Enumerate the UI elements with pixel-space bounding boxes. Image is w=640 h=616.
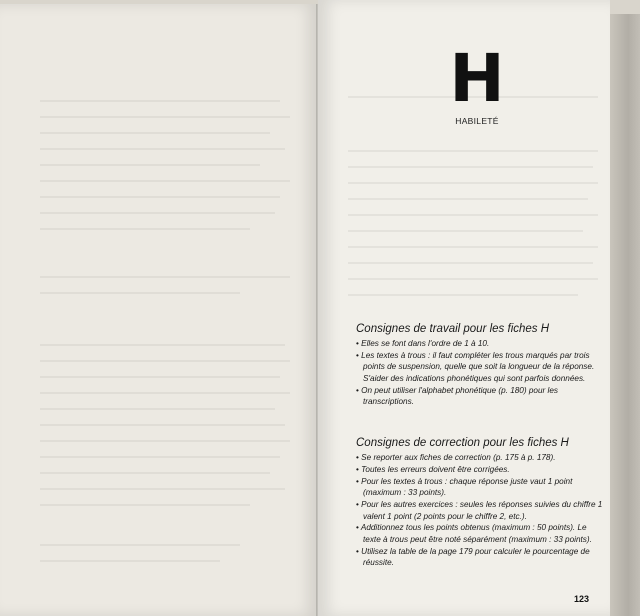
list-item-text: Toutes les erreurs doivent être corrigées. — [361, 464, 510, 474]
show-through-text — [40, 344, 285, 346]
show-through-text — [348, 166, 593, 168]
list-item — [356, 350, 606, 384]
list-item — [356, 476, 606, 499]
show-through-text — [40, 560, 220, 562]
show-through-text — [40, 544, 240, 546]
list-item — [356, 464, 606, 475]
section-name: HABILETÉ — [455, 116, 499, 126]
bullet-icon: • — [356, 385, 359, 395]
show-through-text — [348, 246, 598, 248]
show-through-text — [348, 214, 598, 216]
show-through-text — [348, 198, 588, 200]
list-item — [356, 452, 606, 463]
show-through-text — [40, 360, 290, 362]
show-through-text — [40, 148, 285, 150]
show-through-text — [40, 212, 275, 214]
work-instructions-list — [356, 338, 606, 407]
correction-instructions-title: Consignes de correction pour les fiches H — [356, 437, 569, 449]
show-through-text — [348, 230, 583, 232]
show-through-text — [40, 228, 250, 230]
show-through-text — [40, 456, 280, 458]
show-through-text — [40, 488, 285, 490]
show-through-text — [40, 392, 290, 394]
section-letter: H — [449, 40, 505, 117]
show-through-text — [348, 262, 593, 264]
show-through-text — [40, 504, 250, 506]
show-through-text — [40, 376, 280, 378]
show-through-text — [348, 278, 598, 280]
show-through-text — [40, 276, 290, 278]
show-through-text — [40, 100, 280, 102]
list-item-text: Pour les textes à trous : chaque réponse juste vaut 1 point (maximum : 33 points). — [361, 476, 573, 498]
page-number: 123 — [574, 594, 590, 604]
work-instructions-section — [356, 323, 606, 408]
bullet-icon: • — [356, 546, 359, 556]
list-item-text: Se reporter aux fiches de correction (p. 175 à p. 178). — [361, 453, 556, 462]
list-item — [356, 546, 606, 569]
list-item-text: Elles se font dans l'ordre de 1 à 10. — [361, 339, 490, 348]
list-item — [356, 499, 606, 522]
bullet-icon: • — [356, 453, 359, 462]
list-item-text: Utilisez la table de la page 179 pour calculer le pourcentage de réussite. — [361, 546, 590, 568]
show-through-text — [40, 440, 290, 442]
work-instructions-title: Consignes de travail pour les fiches H — [356, 323, 550, 335]
correction-instructions-section — [356, 437, 606, 569]
bullet-icon: • — [356, 339, 359, 348]
list-item-text: On peut utiliser l'alphabet phonétique (p. 180) pour les transcriptions. — [361, 385, 558, 407]
show-through-text — [40, 164, 260, 166]
show-through-text — [40, 196, 280, 198]
show-through-text — [348, 294, 578, 296]
page-stack-edge — [610, 14, 640, 616]
show-through-text — [40, 472, 270, 474]
bullet-icon: • — [356, 464, 359, 474]
bullet-icon: • — [356, 476, 359, 486]
show-through-text — [40, 424, 285, 426]
show-through-text — [40, 132, 270, 134]
show-through-text — [40, 408, 275, 410]
list-item-text: Pour les autres exercices : seules les réponses suivies du chiffre 1 valent 1 point (2 points pour le chiffre 2, etc.). — [361, 500, 603, 521]
list-item — [356, 522, 606, 545]
bullet-icon: • — [356, 523, 359, 533]
list-item-text: Additionnez tous les points obtenus (maximum : 50 points). Le texte à trous peut être noté séparément (maximum : 33 points). — [360, 523, 592, 544]
show-through-text — [348, 150, 598, 152]
bullet-icon: • — [356, 500, 359, 510]
list-item — [356, 385, 606, 408]
list-item-text: Les textes à trous : il faut compléter les trous marqués par trois points de suspension, quelle que soit la longueur de la réponse. S'aider des indications phonétiques qui sont parfois données. — [361, 350, 595, 383]
correction-instructions-list — [356, 452, 606, 569]
show-through-text — [40, 116, 290, 118]
bullet-icon: • — [356, 350, 359, 360]
list-item — [356, 338, 606, 349]
left-page — [0, 4, 318, 616]
show-through-text — [40, 292, 240, 294]
show-through-text — [348, 182, 598, 184]
show-through-text — [40, 180, 290, 182]
